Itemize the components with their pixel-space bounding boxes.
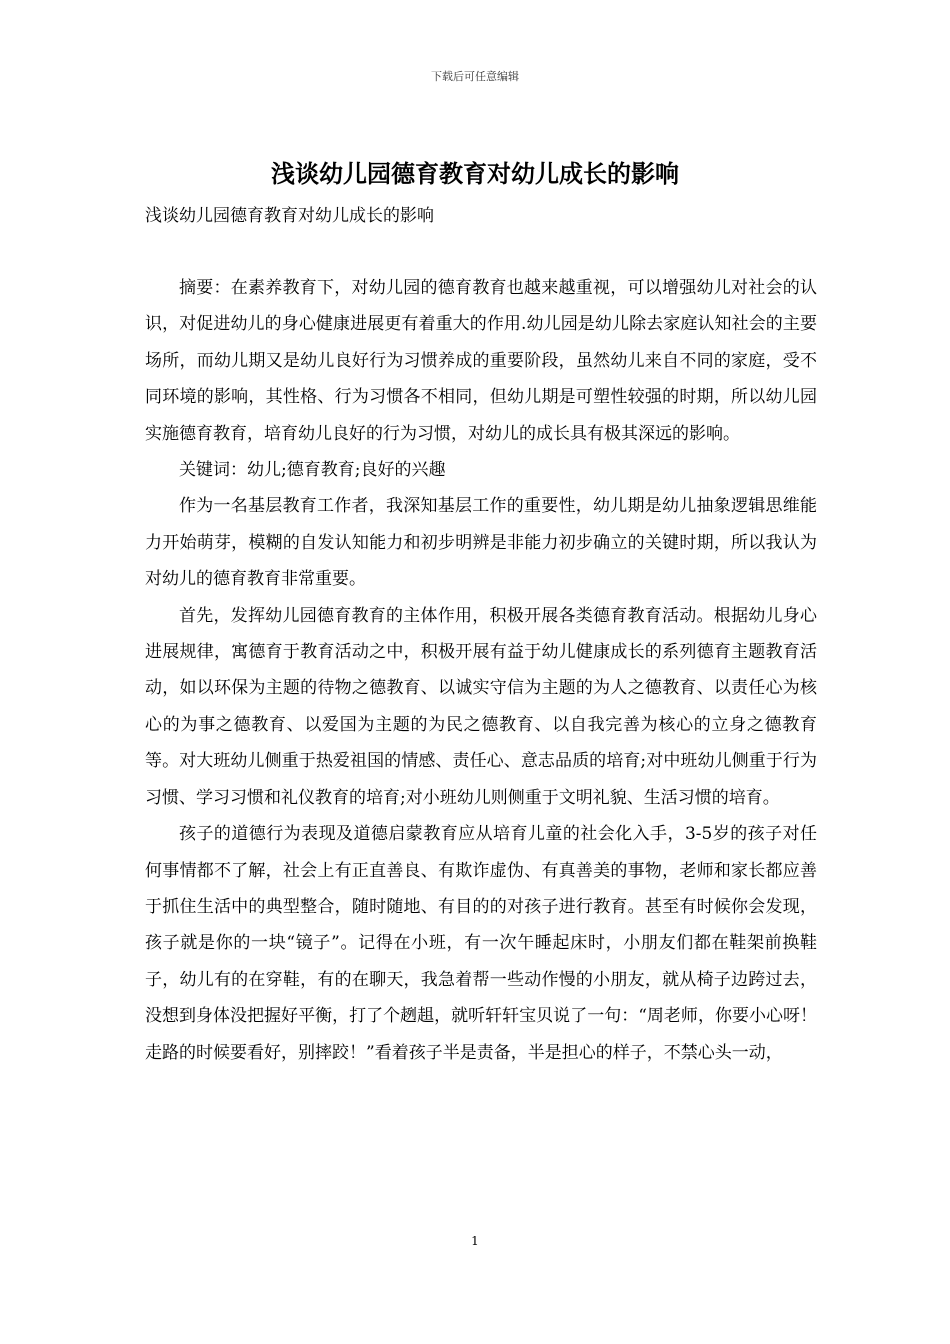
first-point-paragraph: 首先，发挥幼儿园德育教育的主体作用，积极开展各类德育教育活动。根据幼儿身心进展规律，寓德育于教育活动之中，积极开展有益于幼儿健康成长的系列德育主题教育活动，如以环保为主题的待物之德教育、以诚实守信为主题的为人之德教育、以责任心为核心的为事之德教育、以爱国为主题的为民之德教育、以自我完善为核心的立身之德教育等。对大班幼儿侧重于热爱祖国的情感、责任心、意志品质的培育;对中班幼儿侧重于行为习惯、学习习惯和礼仪教育的培育;对小班幼儿则侧重于文明礼貌、生活习惯的培育。 xyxy=(145,605,817,808)
story-paragraph: 孩子的道德行为表现及道德启蒙教育应从培育儿童的社会化入手，3-5岁的孩子对任何事情都不了解，社会上有正直善良、有欺诈虚伪、有真善美的事物，老师和家长都应善于抓住生活中的典型整合，随时随地、有目的的对孩子进行教育。甚至有时候你会发现，孩子就是你的一块“镜子”。记得在小班，有一次午睡起床时，小朋友们都在鞋架前换鞋子，幼儿有的在穿鞋，有的在聊天，我急着帮一些动作慢的小朋友，就从椅子边跨过去，没想到身体没把握好平衡，打了个趔趄，就听轩轩宝贝说了一句：“周老师，你要小心呀！走路的时候要看好，别摔跤！”看着孩子半是责备，半是担心的样子，不禁心头一动， xyxy=(145,824,817,1063)
header-note: 下载后可任意编辑 xyxy=(431,70,519,83)
page-number: 1 xyxy=(471,1234,479,1248)
keywords-paragraph: 关键词：幼儿;德育教育;良好的兴趣 xyxy=(179,460,446,481)
document-subtitle: 浅谈幼儿园德育教育对幼儿成长的影响 xyxy=(145,206,434,226)
abstract-paragraph: 摘要：在素养教育下，对幼儿园的德育教育也越来越重视，可以增强幼儿对社会的认识，对促进幼儿的身心健康进展更有着重大的作用.幼儿园是幼儿除去家庭认知社会的主要场所，而幼儿期又是幼儿良好行为习惯养成的重要阶段，虽然幼儿来自不同的家庭，受不同环境的影响，其性格、行为习惯各不相同，但幼儿期是可塑性较强的时期，所以幼儿园实施德育教育，培育幼儿良好的行为习惯，对幼儿的成长具有极其深远的影响。 xyxy=(145,278,817,444)
document-title: 浅谈幼儿园德育教育对幼儿成长的影响 xyxy=(271,160,679,188)
document-body xyxy=(145,270,817,1071)
intro-paragraph: 作为一名基层教育工作者，我深知基层工作的重要性，幼儿期是幼儿抽象逻辑思维能力开始萌芽，模糊的自发认知能力和初步明辨是非能力初步确立的关键时期，所以我认为对幼儿的德育教育非常重要。 xyxy=(145,496,817,590)
